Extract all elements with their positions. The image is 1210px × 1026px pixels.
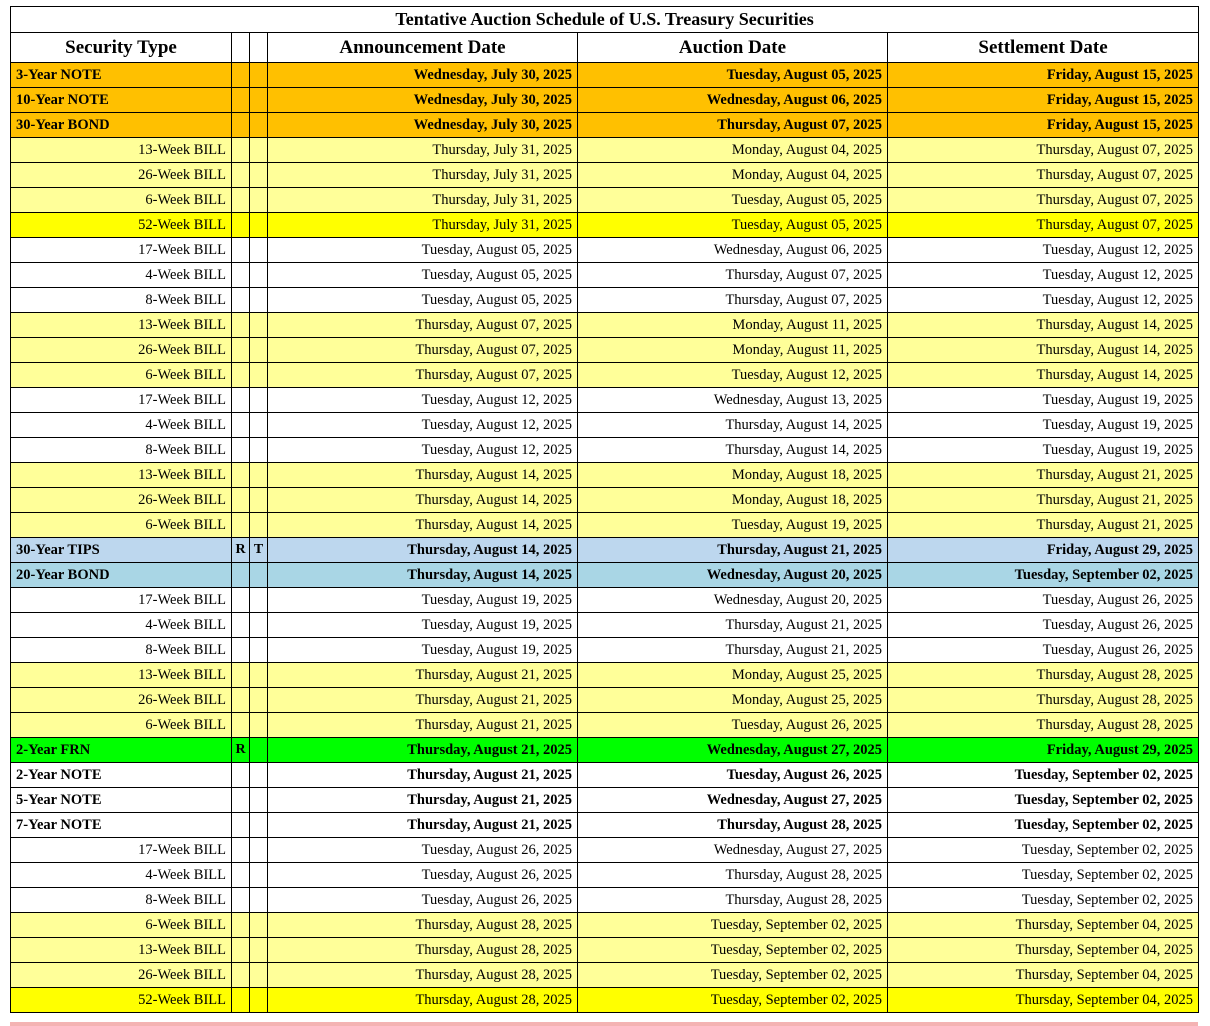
auction-date-cell: Tuesday, August 05, 2025 [578,188,888,213]
flag-2-cell [250,63,268,88]
flag-1-cell [232,263,250,288]
auction-date-cell: Thursday, August 21, 2025 [578,538,888,563]
flag-1-cell [232,113,250,138]
announcement-date-cell: Thursday, August 14, 2025 [268,463,578,488]
security-cell: 13-Week BILL [11,463,232,488]
settlement-date-cell: Thursday, September 04, 2025 [888,988,1199,1013]
flag-2-cell [250,688,268,713]
col-header-settlement: Settlement Date [888,33,1199,63]
flag-2-cell [250,638,268,663]
settlement-date-cell: Tuesday, September 02, 2025 [888,863,1199,888]
settlement-date-cell: Tuesday, September 02, 2025 [888,763,1199,788]
security-cell: 13-Week BILL [11,138,232,163]
settlement-date-cell: Tuesday, August 12, 2025 [888,263,1199,288]
security-cell: 30-Year TIPS [11,538,232,563]
flag-2-cell [250,513,268,538]
table-row [11,713,1199,738]
flag-1-cell [232,663,250,688]
flag-2-cell [250,263,268,288]
table-row [11,588,1199,613]
flag-1-cell: R [232,738,250,763]
security-cell: 7-Year NOTE [11,813,232,838]
announcement-date-cell: Tuesday, August 19, 2025 [268,638,578,663]
announcement-date-cell: Tuesday, August 05, 2025 [268,238,578,263]
flag-2-cell [250,213,268,238]
table-row [11,988,1199,1013]
flag-2-cell [250,913,268,938]
auction-date-cell: Tuesday, September 02, 2025 [578,988,888,1013]
col-header-security: Security Type [11,33,232,63]
security-cell: 2-Year NOTE [11,763,232,788]
settlement-date-cell: Thursday, August 28, 2025 [888,688,1199,713]
settlement-date-cell: Thursday, August 07, 2025 [888,163,1199,188]
settlement-date-cell: Tuesday, August 26, 2025 [888,588,1199,613]
announcement-date-cell: Tuesday, August 12, 2025 [268,388,578,413]
flag-1-cell [232,813,250,838]
settlement-date-cell: Thursday, August 07, 2025 [888,188,1199,213]
flag-1-cell [232,763,250,788]
security-cell: 13-Week BILL [11,313,232,338]
auction-date-cell: Thursday, August 07, 2025 [578,288,888,313]
auction-date-cell: Wednesday, August 27, 2025 [578,738,888,763]
security-cell: 26-Week BILL [11,163,232,188]
security-cell: 6-Week BILL [11,713,232,738]
settlement-date-cell: Friday, August 29, 2025 [888,738,1199,763]
table-row [11,163,1199,188]
flag-1-cell [232,963,250,988]
auction-date-cell: Thursday, August 28, 2025 [578,863,888,888]
table-row [11,738,1199,763]
announcement-date-cell: Thursday, August 07, 2025 [268,338,578,363]
auction-date-cell: Thursday, August 28, 2025 [578,888,888,913]
settlement-date-cell: Tuesday, August 19, 2025 [888,388,1199,413]
flag-2-cell [250,388,268,413]
auction-date-cell: Thursday, August 21, 2025 [578,638,888,663]
flag-2-cell [250,363,268,388]
table-row [11,63,1199,88]
announcement-date-cell: Tuesday, August 12, 2025 [268,438,578,463]
settlement-date-cell: Tuesday, September 02, 2025 [888,813,1199,838]
table-row [11,188,1199,213]
auction-date-cell: Monday, August 04, 2025 [578,138,888,163]
table-row [11,563,1199,588]
next-row-strip [10,1022,1198,1026]
flag-2-cell: T [250,538,268,563]
security-cell: 4-Week BILL [11,413,232,438]
security-cell: 4-Week BILL [11,863,232,888]
col-header-flag-2 [250,33,268,63]
security-cell: 17-Week BILL [11,388,232,413]
table-row [11,688,1199,713]
table-row [11,538,1199,563]
settlement-date-cell: Tuesday, August 26, 2025 [888,613,1199,638]
settlement-date-cell: Thursday, August 28, 2025 [888,713,1199,738]
flag-1-cell [232,863,250,888]
security-cell: 13-Week BILL [11,663,232,688]
flag-1-cell [232,88,250,113]
security-cell: 26-Week BILL [11,688,232,713]
table-row [11,663,1199,688]
flag-1-cell [232,463,250,488]
table-row [11,338,1199,363]
flag-2-cell [250,813,268,838]
table-row [11,263,1199,288]
table-row [11,638,1199,663]
table-row [11,888,1199,913]
table-row [11,413,1199,438]
security-cell: 8-Week BILL [11,438,232,463]
flag-1-cell [232,513,250,538]
announcement-date-cell: Wednesday, July 30, 2025 [268,63,578,88]
table-row [11,288,1199,313]
table-row [11,788,1199,813]
announcement-date-cell: Thursday, July 31, 2025 [268,213,578,238]
auction-date-cell: Monday, August 11, 2025 [578,313,888,338]
flag-1-cell [232,488,250,513]
security-cell: 6-Week BILL [11,513,232,538]
flag-2-cell [250,663,268,688]
announcement-date-cell: Thursday, August 14, 2025 [268,488,578,513]
table-row [11,613,1199,638]
settlement-date-cell: Tuesday, September 02, 2025 [888,563,1199,588]
flag-2-cell [250,88,268,113]
settlement-date-cell: Thursday, August 21, 2025 [888,513,1199,538]
auction-date-cell: Wednesday, August 06, 2025 [578,238,888,263]
security-cell: 26-Week BILL [11,338,232,363]
flag-1-cell [232,163,250,188]
security-cell: 30-Year BOND [11,113,232,138]
schedule-body [11,63,1199,1013]
flag-2-cell [250,788,268,813]
flag-1-cell [232,413,250,438]
announcement-date-cell: Thursday, August 14, 2025 [268,563,578,588]
flag-2-cell [250,288,268,313]
settlement-date-cell: Thursday, August 07, 2025 [888,213,1199,238]
auction-date-cell: Monday, August 25, 2025 [578,663,888,688]
flag-1-cell [232,438,250,463]
auction-date-cell: Tuesday, September 02, 2025 [578,963,888,988]
table-row [11,863,1199,888]
settlement-date-cell: Friday, August 15, 2025 [888,63,1199,88]
table-row [11,513,1199,538]
flag-1-cell [232,638,250,663]
flag-1-cell [232,938,250,963]
flag-1-cell [232,188,250,213]
auction-date-cell: Tuesday, August 12, 2025 [578,363,888,388]
announcement-date-cell: Wednesday, July 30, 2025 [268,88,578,113]
table-row [11,438,1199,463]
flag-1-cell [232,788,250,813]
announcement-date-cell: Thursday, August 28, 2025 [268,988,578,1013]
flag-1-cell [232,138,250,163]
table-row [11,313,1199,338]
col-header-announcement: Announcement Date [268,33,578,63]
flag-2-cell [250,988,268,1013]
header-row [11,33,1199,63]
security-cell: 4-Week BILL [11,613,232,638]
auction-date-cell: Wednesday, August 06, 2025 [578,88,888,113]
announcement-date-cell: Thursday, August 21, 2025 [268,663,578,688]
col-header-auction: Auction Date [578,33,888,63]
auction-date-cell: Tuesday, September 02, 2025 [578,913,888,938]
announcement-date-cell: Tuesday, August 05, 2025 [268,263,578,288]
settlement-date-cell: Tuesday, August 26, 2025 [888,638,1199,663]
table-row [11,913,1199,938]
announcement-date-cell: Thursday, July 31, 2025 [268,163,578,188]
settlement-date-cell: Friday, August 15, 2025 [888,88,1199,113]
security-cell: 26-Week BILL [11,488,232,513]
flag-2-cell [250,238,268,263]
flag-1-cell [232,913,250,938]
flag-2-cell [250,163,268,188]
flag-1-cell [232,313,250,338]
flag-2-cell [250,713,268,738]
settlement-date-cell: Thursday, September 04, 2025 [888,913,1199,938]
settlement-date-cell: Thursday, August 14, 2025 [888,313,1199,338]
flag-2-cell [250,963,268,988]
announcement-date-cell: Tuesday, August 26, 2025 [268,863,578,888]
announcement-date-cell: Thursday, August 14, 2025 [268,513,578,538]
security-cell: 13-Week BILL [11,938,232,963]
table-row [11,938,1199,963]
flag-2-cell [250,138,268,163]
table-title: Tentative Auction Schedule of U.S. Treasury Securities [11,7,1199,33]
settlement-date-cell: Tuesday, August 19, 2025 [888,413,1199,438]
announcement-date-cell: Tuesday, August 19, 2025 [268,588,578,613]
settlement-date-cell: Friday, August 29, 2025 [888,538,1199,563]
flag-1-cell [232,988,250,1013]
security-cell: 6-Week BILL [11,363,232,388]
flag-1-cell [232,713,250,738]
flag-2-cell [250,563,268,588]
announcement-date-cell: Thursday, August 28, 2025 [268,938,578,963]
flag-1-cell [232,338,250,363]
flag-2-cell [250,113,268,138]
auction-date-cell: Monday, August 04, 2025 [578,163,888,188]
announcement-date-cell: Thursday, July 31, 2025 [268,188,578,213]
auction-date-cell: Thursday, August 07, 2025 [578,113,888,138]
table-row [11,763,1199,788]
auction-date-cell: Wednesday, August 27, 2025 [578,838,888,863]
auction-date-cell: Tuesday, August 26, 2025 [578,713,888,738]
table-row [11,813,1199,838]
security-cell: 3-Year NOTE [11,63,232,88]
security-cell: 4-Week BILL [11,263,232,288]
security-cell: 17-Week BILL [11,838,232,863]
security-cell: 2-Year FRN [11,738,232,763]
auction-date-cell: Thursday, August 21, 2025 [578,613,888,638]
auction-date-cell: Thursday, August 14, 2025 [578,413,888,438]
auction-date-cell: Monday, August 18, 2025 [578,488,888,513]
security-cell: 52-Week BILL [11,213,232,238]
flag-2-cell [250,863,268,888]
table-row [11,838,1199,863]
settlement-date-cell: Tuesday, September 02, 2025 [888,838,1199,863]
flag-2-cell [250,413,268,438]
announcement-date-cell: Tuesday, August 26, 2025 [268,888,578,913]
announcement-date-cell: Tuesday, August 26, 2025 [268,838,578,863]
flag-1-cell: R [232,538,250,563]
announcement-date-cell: Thursday, August 07, 2025 [268,313,578,338]
col-header-flag-1 [232,33,250,63]
flag-1-cell [232,613,250,638]
security-cell: 17-Week BILL [11,238,232,263]
flag-1-cell [232,288,250,313]
auction-date-cell: Wednesday, August 20, 2025 [578,563,888,588]
announcement-date-cell: Thursday, August 28, 2025 [268,913,578,938]
flag-2-cell [250,938,268,963]
flag-2-cell [250,188,268,213]
auction-date-cell: Tuesday, August 26, 2025 [578,763,888,788]
flag-2-cell [250,613,268,638]
table-row [11,388,1199,413]
security-cell: 52-Week BILL [11,988,232,1013]
flag-2-cell [250,488,268,513]
security-cell: 17-Week BILL [11,588,232,613]
flag-1-cell [232,388,250,413]
flag-1-cell [232,238,250,263]
announcement-date-cell: Tuesday, August 05, 2025 [268,288,578,313]
flag-2-cell [250,888,268,913]
table-row [11,363,1199,388]
settlement-date-cell: Thursday, August 14, 2025 [888,338,1199,363]
security-cell: 8-Week BILL [11,288,232,313]
title-row [11,7,1199,33]
table-row [11,213,1199,238]
announcement-date-cell: Thursday, August 21, 2025 [268,738,578,763]
announcement-date-cell: Tuesday, August 12, 2025 [268,413,578,438]
flag-1-cell [232,363,250,388]
flag-1-cell [232,888,250,913]
flag-2-cell [250,338,268,363]
announcement-date-cell: Wednesday, July 30, 2025 [268,113,578,138]
table-row [11,963,1199,988]
table-row [11,463,1199,488]
flag-2-cell [250,438,268,463]
auction-date-cell: Tuesday, August 05, 2025 [578,63,888,88]
flag-2-cell [250,313,268,338]
auction-date-cell: Tuesday, September 02, 2025 [578,938,888,963]
auction-date-cell: Thursday, August 14, 2025 [578,438,888,463]
settlement-date-cell: Tuesday, September 02, 2025 [888,788,1199,813]
auction-date-cell: Tuesday, August 05, 2025 [578,213,888,238]
auction-date-cell: Wednesday, August 20, 2025 [578,588,888,613]
flag-1-cell [232,588,250,613]
settlement-date-cell: Thursday, September 04, 2025 [888,938,1199,963]
auction-date-cell: Monday, August 25, 2025 [578,688,888,713]
security-cell: 6-Week BILL [11,188,232,213]
announcement-date-cell: Thursday, August 21, 2025 [268,763,578,788]
flag-2-cell [250,838,268,863]
security-cell: 8-Week BILL [11,638,232,663]
security-cell: 6-Week BILL [11,913,232,938]
announcement-date-cell: Thursday, August 21, 2025 [268,788,578,813]
auction-date-cell: Wednesday, August 13, 2025 [578,388,888,413]
settlement-date-cell: Thursday, August 21, 2025 [888,488,1199,513]
settlement-date-cell: Thursday, September 04, 2025 [888,963,1199,988]
announcement-date-cell: Thursday, August 21, 2025 [268,688,578,713]
security-cell: 20-Year BOND [11,563,232,588]
settlement-date-cell: Tuesday, August 12, 2025 [888,288,1199,313]
settlement-date-cell: Thursday, August 07, 2025 [888,138,1199,163]
security-cell: 10-Year NOTE [11,88,232,113]
auction-date-cell: Wednesday, August 27, 2025 [578,788,888,813]
flag-2-cell [250,738,268,763]
flag-2-cell [250,463,268,488]
auction-date-cell: Monday, August 18, 2025 [578,463,888,488]
settlement-date-cell: Tuesday, August 12, 2025 [888,238,1199,263]
announcement-date-cell: Thursday, August 21, 2025 [268,813,578,838]
settlement-date-cell: Thursday, August 21, 2025 [888,463,1199,488]
auction-schedule-table [10,6,1199,1013]
auction-date-cell: Tuesday, August 19, 2025 [578,513,888,538]
announcement-date-cell: Thursday, August 21, 2025 [268,713,578,738]
table-row [11,113,1199,138]
security-cell: 8-Week BILL [11,888,232,913]
flag-2-cell [250,588,268,613]
flag-1-cell [232,688,250,713]
table-row [11,488,1199,513]
announcement-date-cell: Tuesday, August 19, 2025 [268,613,578,638]
table-row [11,238,1199,263]
announcement-date-cell: Thursday, July 31, 2025 [268,138,578,163]
flag-1-cell [232,838,250,863]
settlement-date-cell: Friday, August 15, 2025 [888,113,1199,138]
auction-date-cell: Thursday, August 07, 2025 [578,263,888,288]
flag-1-cell [232,63,250,88]
table-row [11,138,1199,163]
settlement-date-cell: Tuesday, September 02, 2025 [888,888,1199,913]
announcement-date-cell: Thursday, August 28, 2025 [268,963,578,988]
flag-1-cell [232,563,250,588]
flag-2-cell [250,763,268,788]
settlement-date-cell: Thursday, August 28, 2025 [888,663,1199,688]
auction-date-cell: Monday, August 11, 2025 [578,338,888,363]
announcement-date-cell: Thursday, August 07, 2025 [268,363,578,388]
table-row [11,88,1199,113]
settlement-date-cell: Thursday, August 14, 2025 [888,363,1199,388]
settlement-date-cell: Tuesday, August 19, 2025 [888,438,1199,463]
security-cell: 5-Year NOTE [11,788,232,813]
security-cell: 26-Week BILL [11,963,232,988]
auction-date-cell: Thursday, August 28, 2025 [578,813,888,838]
flag-1-cell [232,213,250,238]
announcement-date-cell: Thursday, August 14, 2025 [268,538,578,563]
